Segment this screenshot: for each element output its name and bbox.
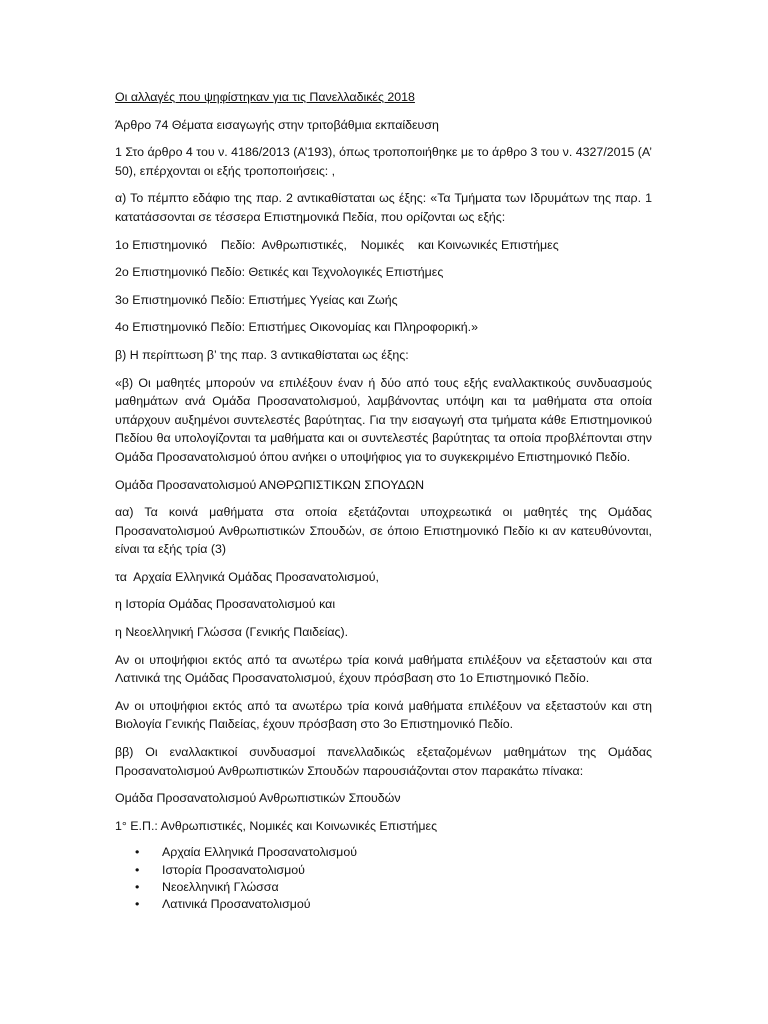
document-page <box>115 88 652 913</box>
list-item-label: Λατινικά Προσανατολισμού <box>162 897 311 912</box>
scientific-field-4: 4ο Επιστημονικό Πεδίο: Επιστήμες Οικονομίας και Πληροφορική.» <box>115 320 478 335</box>
common-subject-2: η Ιστορία Ομάδας Προσανατολισμού και <box>115 597 336 612</box>
paragraph-b: «β) Οι μαθητές μπορούν να επιλέξουν έναν ή δύο από τους εξής εναλλακτικούς συνδυασμούς μαθημάτων ανά Ομάδα Προσανατολισμού, λαμβάνοντας υπόψη και τα μαθήματα στα οποία υπάρχουν αυξημένοι συντελεστές βαρύτητας. Για την εισαγωγή στα τμήματα κάθε Επιστημονικού Πεδίου θα υπολογίζονται τα μαθήματα και οι συντελεστές βαρύτητας τα οποία προβλέπονται στην Ομάδα Προσανατολισμού όπου ανήκει ο υποψήφιος για το συγκεκριμένο Επιστημονικό Πεδίο. <box>115 375 652 464</box>
list-item-label: Νεοελληνική Γλώσσα <box>162 879 279 894</box>
common-subject-1: τα Αρχαία Ελληνικά Ομάδας Προσανατολισμού, <box>115 569 379 584</box>
bullet-icon: • <box>135 897 140 912</box>
scientific-field-3: 3ο Επιστημονικό Πεδίο: Επιστήμες Υγείας και Ζωής <box>115 292 398 307</box>
scientific-field-2: 2ο Επιστημονικό Πεδίο: Θετικές και Τεχνολογικές Επιστήμες <box>115 265 444 280</box>
list-item-label: Αρχαία Ελληνικά Προσανατολισμού <box>162 845 357 860</box>
document-title: Οι αλλαγές που ψηφίστηκαν για τις Πανελλαδικές 2018 <box>115 90 415 104</box>
scientific-field-1: 1ο Επιστημονικό Πεδίο: Ανθρωπιστικές, Νομικές και Κοινωνικές Επιστήμες <box>115 237 559 252</box>
group-heading-caps: Ομάδα Προσανατολισμού ΑΝΘΡΩΠΙΣΤΙΚΩΝ ΣΠΟΥΔΩΝ <box>115 477 425 492</box>
bullet-icon: • <box>135 879 140 894</box>
field-1-heading: 1° Ε.Π.: Ανθρωπιστικές, Νομικές και Κοινωνικές Επιστήμες <box>115 818 438 833</box>
list-item-label: Ιστορία Προσανατολισμού <box>162 862 305 877</box>
list-item <box>135 896 652 913</box>
paragraph-a: α) Το πέμπτο εδάφιο της παρ. 2 αντικαθίσταται ως έξης: «Τα Τμήματα των Ιδρυμάτων της παρ. 1 κατατάσσονται σε τέσσερα Επιστημονικά Πεδία, που ορίζονται ως εξής: <box>115 191 652 224</box>
bullet-icon: • <box>135 845 140 860</box>
biology-access-paragraph: Αν οι υποψήφιοι εκτός από τα ανωτέρω τρία κοινά μαθήματα επιλέξουν να εξεταστούν και στη Βιολογία Γενικής Παιδείας, έχουν πρόσβαση στο 3ο Επιστημονικό Πεδίο. <box>115 698 652 732</box>
list-item <box>135 879 652 896</box>
paragraph-aa: αα) Τα κοινά μαθήματα στα οποία εξετάζονται υποχρεωτικά οι μαθητές της Ομάδας Προσανατολισμού Ανθρωπιστικών Σπουδών, σε όποιο Επιστημονικό Πεδίο κι αν κατευθύνονται, είναι τα εξής τρία (3) <box>115 505 652 557</box>
list-item <box>135 844 652 861</box>
subject-bullet-list <box>115 844 652 913</box>
latin-access-paragraph: Αν οι υποψήφιοι εκτός από τα ανωτέρω τρία κοινά μαθήματα επιλέξουν να εξεταστούν και στα Λατινικά της Ομάδας Προσανατολισμού, έχουν πρόσβαση στο 1ο Επιστημονικό Πεδίο. <box>115 652 652 686</box>
group-heading: Ομάδα Προσανατολισμού Ανθρωπιστικών Σπουδών <box>115 791 401 806</box>
intro-paragraph: 1 Στο άρθρο 4 του ν. 4186/2013 (Α’193), όπως τροποποιήθηκε με το άρθρο 3 του ν. 4327/2015 (Α’ 50), επέρχονται οι εξής τροποποιήσεις: , <box>115 145 652 178</box>
paragraph-bb: ββ) Οι εναλλακτικοί συνδυασμοί πανελλαδικώς εξεταζομένων μαθημάτων της Ομάδας Προσανατολισμού Ανθρωπιστικών Σπουδών παρουσιάζονται στον παρακάτω πίνακα: <box>115 745 652 778</box>
list-item <box>135 862 652 879</box>
common-subject-3: η Νεοελληνική Γλώσσα (Γενικής Παιδείας). <box>115 625 349 640</box>
paragraph-b-intro: β) Η περίπτωση β’ της παρ. 3 αντικαθίσταται ως έξης: <box>115 347 409 362</box>
article-heading: Άρθρο 74 Θέματα εισαγωγής στην τριτοβάθμια εκπαίδευση <box>115 117 439 132</box>
bullet-icon: • <box>135 862 140 877</box>
